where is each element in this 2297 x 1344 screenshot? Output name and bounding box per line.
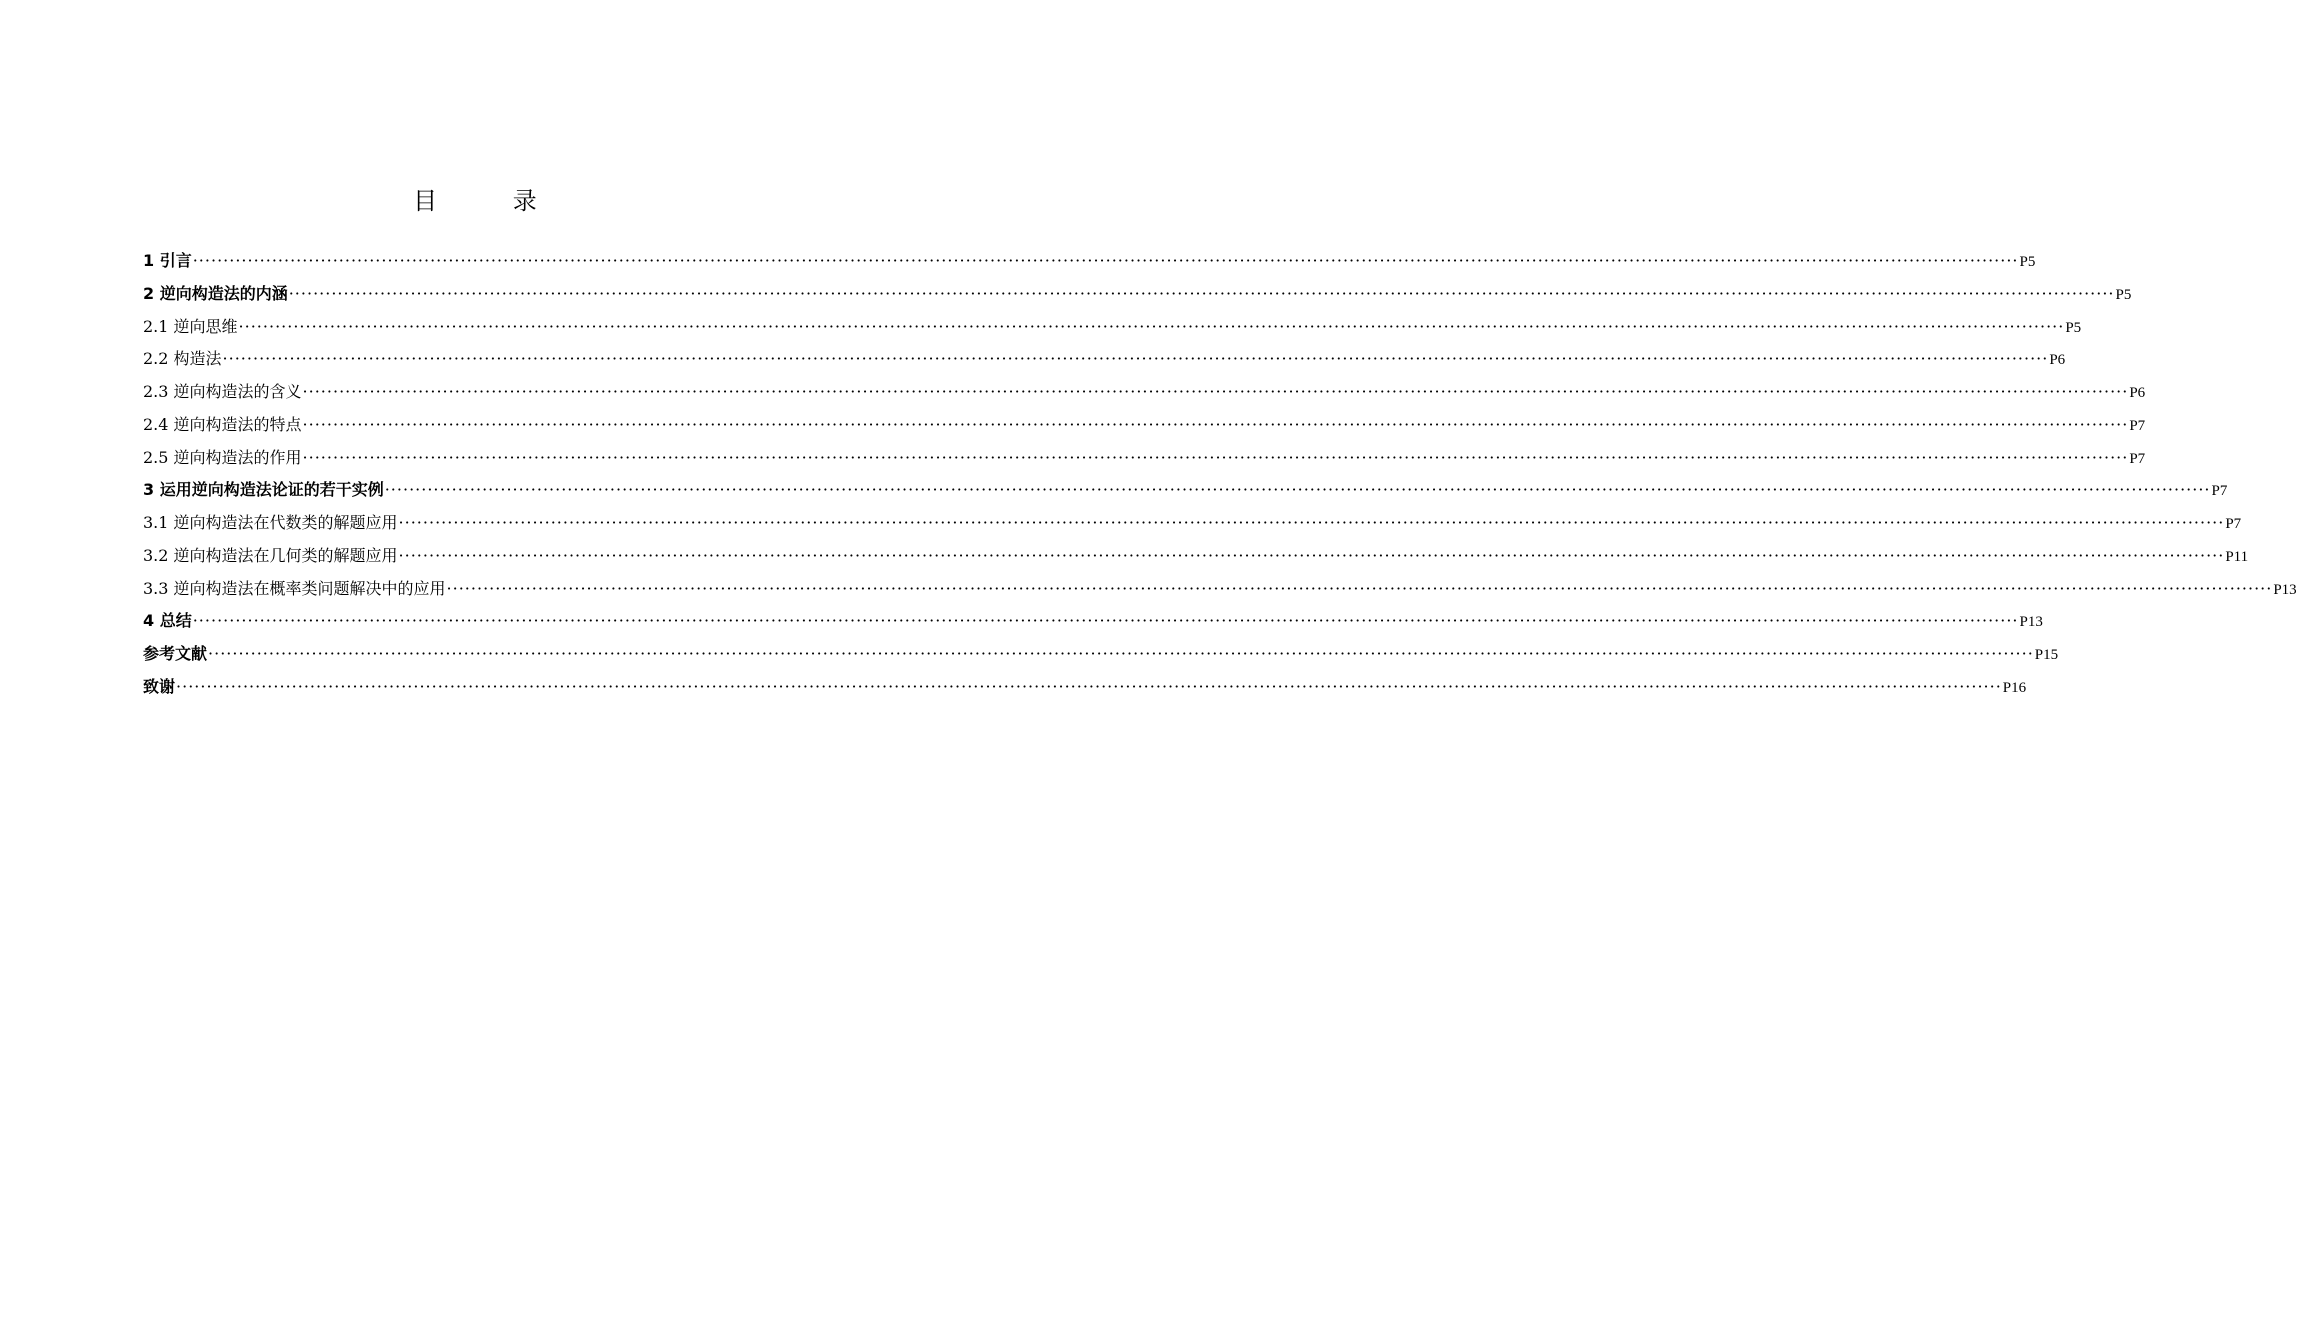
dot-leader: ············································································································································································································································································································	[302, 447, 2129, 467]
dot-leader: ············································································································································································································································································································	[192, 611, 2019, 631]
toc-entry-label: 3.3 逆向构造法在概率类问题解决中的应用	[143, 578, 446, 598]
toc-entry[interactable]	[143, 442, 2146, 475]
dot-leader: ············································································································································································································································································································	[302, 414, 2129, 434]
dot-leader: ············································································································································································································································································································	[222, 349, 2049, 369]
toc-entry-label: 参考文献	[143, 644, 208, 663]
toc-entry-label: 2 逆向构造法的内涵	[143, 283, 288, 303]
dot-leader: ············································································································································································································································································································	[398, 513, 2225, 532]
toc-entry[interactable]	[143, 278, 2132, 311]
dot-leader: ············································································································································································································································································································	[192, 251, 2019, 270]
toc-entry-page: P13	[2273, 581, 2297, 598]
toc-entry-label: 1 引言	[143, 251, 192, 270]
dot-leader: ············································································································································································································································································································	[446, 578, 2273, 598]
toc-entry-page: P11	[2225, 548, 2249, 565]
toc-entry[interactable]	[143, 376, 2146, 409]
toc-entry-label: 2.2 构造法	[143, 349, 222, 369]
toc-entry-page: P7	[2129, 417, 2146, 434]
toc-entry-label: 3 运用逆向构造法论证的若干实例	[143, 480, 384, 500]
toc-entry-page: P7	[2129, 450, 2146, 467]
toc-entry-label: 2.3 逆向构造法的含义	[143, 382, 302, 401]
toc-title: 目 录	[413, 187, 571, 215]
toc-entry-page: P5	[2115, 286, 2132, 303]
toc-entry-page: P13	[2019, 614, 2043, 631]
toc-entry-label: 2.4 逆向构造法的特点	[143, 414, 302, 434]
toc-entry-label: 4 总结	[143, 611, 192, 631]
toc-entry-page: P6	[2129, 385, 2146, 401]
toc-entry[interactable]	[143, 311, 2082, 344]
dot-leader: ············································································································································································································································································································	[238, 316, 2065, 336]
toc-entry-page: P16	[2002, 679, 2027, 696]
dot-leader: ············································································································································································································································································································	[302, 382, 2129, 401]
toc-entry-label: 致谢	[143, 676, 176, 696]
toc-entry-label: 2.1 逆向思维	[143, 316, 238, 336]
toc-entry[interactable]	[143, 409, 2146, 442]
dot-leader: ············································································································································································································································································································	[208, 644, 2034, 663]
toc-entry[interactable]	[143, 507, 2242, 540]
toc-entry-page: P5	[2065, 319, 2082, 336]
toc-entry[interactable]	[143, 343, 2066, 376]
toc-entry-label: 3.1 逆向构造法在代数类的解题应用	[143, 513, 398, 532]
table-of-contents	[143, 245, 2297, 704]
toc-entry[interactable]	[143, 245, 2036, 278]
dot-leader: ············································································································································································································································································································	[398, 545, 2225, 565]
toc-entry-label: 3.2 逆向构造法在几何类的解题应用	[143, 545, 398, 565]
toc-entry-page: P5	[2019, 254, 2036, 270]
toc-entry[interactable]	[143, 671, 2027, 704]
dot-leader: ············································································································································································································································································································	[288, 283, 2115, 303]
toc-entry-page: P7	[2211, 483, 2228, 500]
toc-entry-page: P7	[2225, 516, 2242, 532]
toc-entry[interactable]	[143, 540, 2249, 573]
dot-leader: ············································································································································································································································································································	[176, 676, 2002, 696]
toc-entry[interactable]	[143, 638, 2059, 671]
toc-entry-page: P15	[2034, 647, 2059, 663]
toc-entry-label: 2.5 逆向构造法的作用	[143, 447, 302, 467]
toc-entry[interactable]	[143, 474, 2228, 507]
dot-leader: ············································································································································································································································································································	[384, 480, 2211, 500]
toc-entry[interactable]	[143, 573, 2297, 606]
toc-entry-page: P6	[2049, 352, 2066, 369]
toc-entry[interactable]	[143, 605, 2043, 638]
